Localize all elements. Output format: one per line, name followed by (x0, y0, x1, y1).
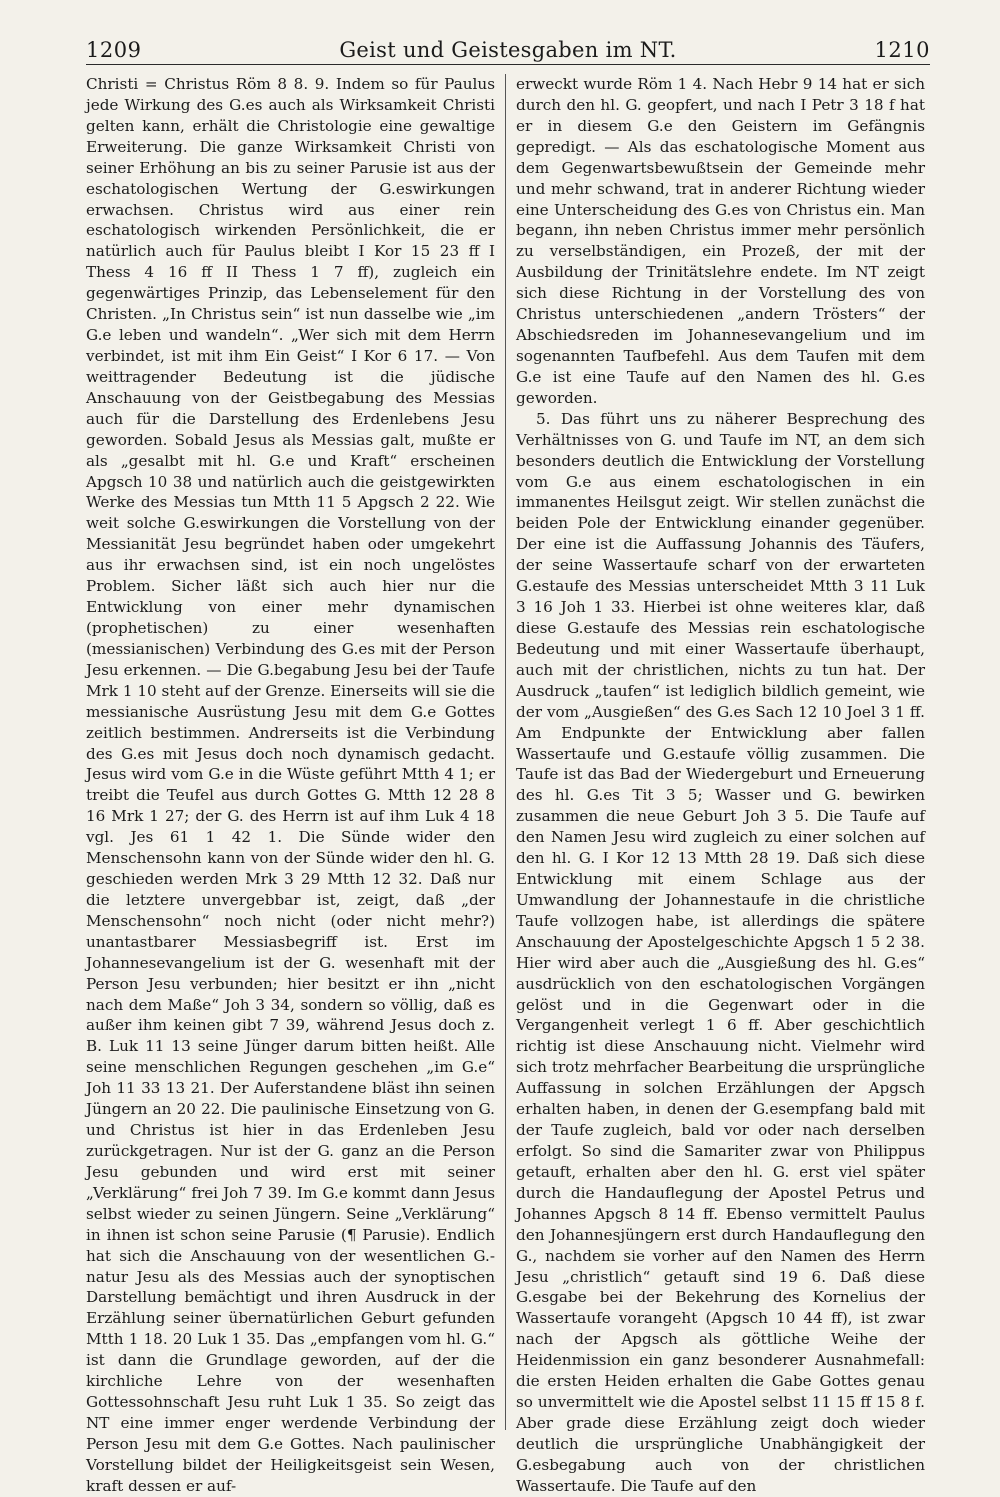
paragraph: erweckt wurde Röm 1 4. Nach Hebr 9 14 hat er sich durch den hl. G. geopfert, und nach I Petr 3 18 f hat er in diesem G.e den Geistern im Gefängnis gepredigt. — Als das eschatologische Moment aus dem Gegenwartsbewußtsein der Gemeinde mehr und mehr schwand, trat in anderer Richtung wieder eine Unterscheidung des G.es von Christus ein. Man begann, ihn neben Christus immer mehr persönlich zu verselbständigen, ein Prozeß, der mit der Ausbildung der Trinitätslehre endete. Im NT zeigt sich diese Richtung in der Vorstellung des von Christus unterschiedenen „andern Trösters“ der Abschiedsreden im Johannesevangelium und im sogenannten Taufbefehl. Aus dem Taufen mit dem G.e ist eine Taufe auf den Namen des hl. G.es geworden. (516, 75, 925, 407)
running-title: Geist und Geistesgaben im NT. (339, 38, 677, 62)
page-header (86, 28, 930, 62)
text-column-left (86, 74, 495, 1497)
page-number-left: 1209 (86, 38, 142, 62)
page-number-right: 1210 (874, 38, 930, 62)
text-column-right (516, 74, 925, 1497)
paragraph: Christi = Christus Röm 8 8. 9. Indem so für Paulus jede Wirkung des G.es auch als Wirksamkeit Christi gelten kann, erhält die Christologie eine gewaltige Erweiterung. Die ganze Wirksamkeit Christi von seiner Erhöhung an bis zu seiner Parusie ist aus der eschatologischen Wertung der G.eswirkungen erwachsen. Christus wird aus einer rein eschatologisch wirkenden Persönlichkeit, die er natürlich auch für Paulus bleibt I Kor 15 23 ff I Thess 4 16 ff II Thess 1 7 ff), zugleich ein gegenwärtiges Prinzip, das Lebenselement für den Christen. „In Christus sein“ ist nun dasselbe wie „im G.e leben und wandeln“. „Wer sich mit dem Herrn verbindet, ist mit ihm Ein Geist“ I Kor 6 17. — Von weittragender Bedeutung ist die jüdische Anschauung von der Geistbegabung des Messias auch für die Darstellung des Erdenlebens Jesu geworden. Sobald Jesus als Messias galt, mußte er als „gesalbt mit hl. G.e und Kraft“ erscheinen Apgsch 10 38 und natürlich auch die geistgewirkten Werke des Messias tun Mtth 11 5 Apgsch 2 22. Wie weit solche G.eswirkungen die Vorstellung von der Messianität Jesu begründet haben oder umgekehrt aus ihr erwachsen sind, ist ein noch ungelöstes Problem. Sicher läßt sich auch hier nur die Entwicklung von einer mehr dynamischen (prophetischen) zu einer wesenhaften (messianischen) Verbindung des G.es mit der Person Jesu erkennen. — Die G.begabung Jesu bei der Taufe Mrk 1 10 steht auf der Grenze. Einerseits will sie die messianische Ausrüstung Jesu mit dem G.e Gottes zeitlich bestimmen. Andrerseits ist die Verbindung des G.es mit Jesus doch noch dynamisch gedacht. Jesus wird vom G.e in die Wüste geführt Mtth 4 1; er treibt die Teufel aus durch Gottes G. Mtth 12 28 8 16 Mrk 1 27; der G. des Herrn ist auf ihm Luk 4 18 vgl. Jes 61 1 42 1. Die Sünde wider den Menschensohn kann von der Sünde wider den hl. G. geschieden werden Mrk 3 29 Mtth 12 32. Daß nur die letztere unvergebbar ist, zeigt, daß „der Menschensohn“ noch nicht (oder nicht mehr?) unantastbarer Messiasbegriff ist. Erst im Johannesevangelium ist der G. wesenhaft mit der Person Jesu verbunden; hier besitzt er ihn „nicht nach dem Maße“ Joh 3 34, sondern so völlig, daß es außer ihm keinen gibt 7 39, während Jesus doch z. B. Luk 11 13 seine Jünger darum bitten heißt. Alle seine menschlichen Regungen geschehen „im G.e“ Joh 11 33 13 21. Der Auferstandene bläst ihn seinen Jüngern an 20 22. Die paulinische Einsetzung von G. und Christus ist hier in das Erdenleben Jesu zurückgetragen. Nur ist der G. ganz an die Person Jesu gebunden und wird erst mit seiner „Verklärung“ frei Joh 7 39. Im G.e kommt dann Jesus selbst wieder zu seinen Jüngern. Seine „Verklärung“ in ihnen ist schon seine Parusie (¶ Parusie). Endlich hat sich die Anschauung von der wesentlichen G.-natur Jesu als des Messias auch der synoptischen Darstellung bemächtigt und ihren Ausdruck in der Erzählung seiner übernatürlichen Geburt gefunden Mtth 1 18. 20 Luk 1 35. Das „empfangen vom hl. G.“ ist dann die Grundlage geworden, auf der die kirchliche Lehre von der wesenhaften Gottessohnschaft Jesu ruht Luk 1 35. So zeigt das NT eine immer enger werdende Verbindung der Person Jesu mit dem G.e Gottes. Nach paulinischer Vorstellung bildet der Heiligkeitsgeist sein Wesen, kraft dessen er auf- (86, 75, 495, 1495)
paragraph: 5. Das führt uns zu näherer Besprechung des Verhältnisses von G. und Taufe im NT, an dem sich besonders deutlich die Entwicklung der Vorstellung vom G.e aus einem eschatologischen in ein immanentes Heilsgut zeigt. Wir stellen zunächst die beiden Pole der Entwicklung einander gegenüber. Der eine ist die Auffassung Johannis des Täufers, der seine Wassertaufe scharf von der erwarteten G.estaufe des Messias unterscheidet Mtth 3 11 Luk 3 16 Joh 1 33. Hierbei ist ohne weiteres klar, daß diese G.estaufe des Messias rein eschatologische Bedeutung und mit einer Wassertaufe überhaupt, auch mit der christlichen, nichts zu tun hat. Der Ausdruck „taufen“ ist lediglich bildlich gemeint, wie der vom „Ausgießen“ des G.es Sach 12 10 Joel 3 1 ff. Am Endpunkte der Entwicklung aber fallen Wassertaufe und G.estaufe völlig zusammen. Die Taufe ist das Bad der Wiedergeburt und Erneuerung des hl. G.es Tit 3 5; Wasser und G. bewirken zusammen die neue Geburt Joh 3 5. Die Taufe auf den Namen Jesu wird zugleich zu einer solchen auf den hl. G. I Kor 12 13 Mtth 28 19. Daß sich diese Entwicklung mit einem Schlage aus der Umwandlung der Johannestaufe in die christliche Taufe vollzogen habe, ist allerdings die spätere Anschauung der Apostelgeschichte Apgsch 1 5 2 38. Hier wird aber auch die „Ausgießung des hl. G.es“ ausdrücklich von den eschatologischen Vorgängen gelöst und in die Gegenwart oder in die Vergangenheit verlegt 1 6 ff. Aber geschichtlich richtig ist diese Anschauung nicht. Vielmehr wird sich trotz mehrfacher Bearbeitung die ursprüngliche Auffassung in solchen Erzählungen der Apgsch erhalten haben, in denen der G.esempfang bald mit der Taufe zugleich, bald vor oder nach derselben erfolgt. So sind die Samariter zwar von Philippus getauft, erhalten aber den hl. G. erst viel später durch die Handauflegung der Apostel Petrus und Johannes Apgsch 8 14 ff. Ebenso vermittelt Paulus den Johannesjüngern erst durch Handauflegung den G., nachdem sie vorher auf den Namen des Herrn Jesu „christlich“ getauft sind 19 6. Daß diese G.esgabe bei der Bekehrung des Kornelius der Wassertaufe vorangeht (Apgsch 10 44 ff), ist zwar nach der Apgsch als göttliche Weihe der Heidenmission ein ganz besonderer Ausnahmefall: die ersten Heiden erhalten die Gabe Gottes genau so unvermittelt wie die Apostel selbst 11 15 ff 15 8 f. Aber grade diese Erzählung zeigt doch wieder deutlich die ursprüngliche Unabhängigkeit der G.esbegabung auch von der christlichen Wassertaufe. Die Taufe auf den (516, 409, 925, 1495)
header-rule (86, 64, 930, 65)
column-divider (505, 74, 506, 1430)
